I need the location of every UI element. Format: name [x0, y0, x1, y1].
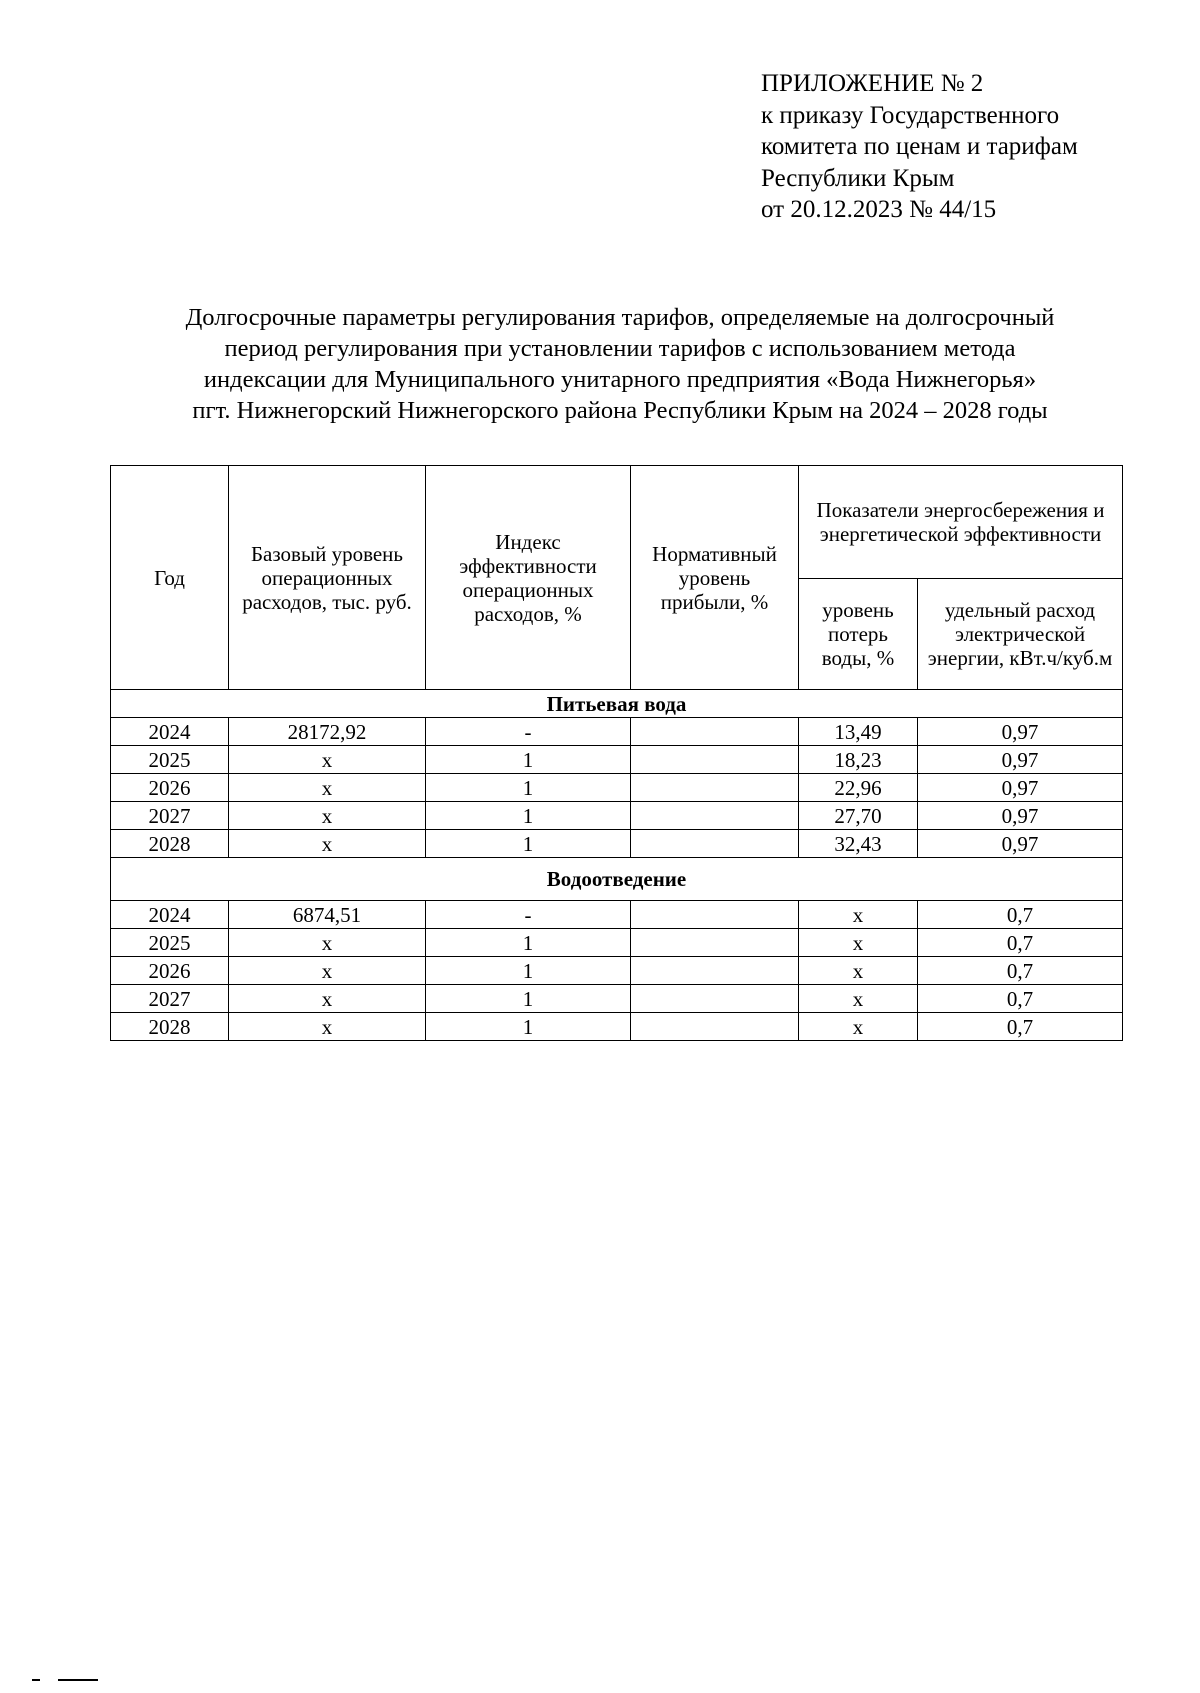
cell-index: 1 — [426, 802, 631, 830]
cell-power: 0,7 — [918, 929, 1123, 957]
cell-power: 0,97 — [918, 746, 1123, 774]
cell-base: х — [229, 957, 426, 985]
cell-profit — [631, 746, 799, 774]
cell-index: 1 — [426, 929, 631, 957]
cell-index: - — [426, 901, 631, 929]
cell-profit — [631, 718, 799, 746]
cell-profit — [631, 774, 799, 802]
table-row — [111, 830, 1123, 858]
section-title-drinking-water: Питьевая вода — [111, 690, 1123, 718]
cell-power: 0,7 — [918, 1013, 1123, 1041]
cell-power: 0,7 — [918, 901, 1123, 929]
appendix-order-line: к приказу Государственного — [761, 101, 1060, 129]
table-row — [111, 901, 1123, 929]
header-energy-group: Показатели энергосбережения и энергетической эффективности — [799, 466, 1123, 579]
cell-loss: х — [799, 929, 918, 957]
header-profit-level: Нормативный уровень прибыли, % — [631, 466, 799, 690]
cell-index: 1 — [426, 957, 631, 985]
appendix-republic-line: Республики Крым — [761, 164, 955, 192]
cell-loss: х — [799, 957, 918, 985]
cell-year: 2025 — [111, 929, 229, 957]
cell-index: 1 — [426, 746, 631, 774]
scan-artifact — [58, 1679, 98, 1681]
table-row — [111, 774, 1123, 802]
cell-year: 2025 — [111, 746, 229, 774]
cell-loss: 22,96 — [799, 774, 918, 802]
cell-profit — [631, 957, 799, 985]
cell-profit — [631, 929, 799, 957]
cell-loss: х — [799, 985, 918, 1013]
table-row — [111, 718, 1123, 746]
title-line: пгт. Нижнегорский Нижнегорского района Республики Крым на 2024 – 2028 годы — [192, 397, 1048, 424]
table-row — [111, 929, 1123, 957]
cell-base: х — [229, 929, 426, 957]
cell-loss: х — [799, 1013, 918, 1041]
section-title-wastewater: Водоотведение — [111, 858, 1123, 901]
document-title — [105, 302, 1135, 426]
cell-year: 2024 — [111, 901, 229, 929]
title-line: Долгосрочные параметры регулирования тарифов, определяемые на долгосрочный — [185, 304, 1055, 331]
table-row — [111, 957, 1123, 985]
table-row — [111, 802, 1123, 830]
cell-year: 2027 — [111, 802, 229, 830]
cell-index: 1 — [426, 830, 631, 858]
cell-power: 0,97 — [918, 774, 1123, 802]
title-line: индексации для Муниципального унитарного предприятия «Вода Нижнегорья» — [203, 366, 1037, 393]
header-efficiency-index: Индекс эффективности операционных расходов, % — [426, 466, 631, 690]
cell-year: 2028 — [111, 830, 229, 858]
table-row — [111, 746, 1123, 774]
cell-year: 2024 — [111, 718, 229, 746]
cell-profit — [631, 901, 799, 929]
cell-base: х — [229, 802, 426, 830]
cell-power: 0,7 — [918, 957, 1123, 985]
cell-base: х — [229, 746, 426, 774]
cell-index: - — [426, 718, 631, 746]
cell-index: 1 — [426, 1013, 631, 1041]
cell-power: 0,97 — [918, 830, 1123, 858]
cell-profit — [631, 802, 799, 830]
cell-base: 6874,51 — [229, 901, 426, 929]
header-water-loss: уровень потерь воды, % — [799, 579, 918, 690]
cell-year: 2028 — [111, 1013, 229, 1041]
cell-base: 28172,92 — [229, 718, 426, 746]
table-row — [111, 985, 1123, 1013]
cell-power: 0,97 — [918, 718, 1123, 746]
title-line: период регулирования при установлении тарифов с использованием метода — [224, 335, 1016, 362]
appendix-committee-line: комитета по ценам и тарифам — [761, 133, 1078, 160]
header-electricity: удельный расход электрической энергии, кВт.ч/куб.м — [918, 579, 1123, 690]
cell-base: х — [229, 985, 426, 1013]
cell-year: 2026 — [111, 774, 229, 802]
cell-loss: 13,49 — [799, 718, 918, 746]
appendix-header — [761, 68, 1078, 226]
cell-profit — [631, 830, 799, 858]
cell-loss: 18,23 — [799, 746, 918, 774]
cell-base: х — [229, 774, 426, 802]
cell-year: 2027 — [111, 985, 229, 1013]
appendix-date-number: от 20.12.2023 № 44/15 — [761, 196, 997, 223]
header-year: Год — [111, 466, 229, 690]
tariff-parameters-table — [110, 465, 1123, 1041]
cell-year: 2026 — [111, 957, 229, 985]
cell-base: х — [229, 830, 426, 858]
cell-power: 0,7 — [918, 985, 1123, 1013]
cell-profit — [631, 985, 799, 1013]
cell-index: 1 — [426, 774, 631, 802]
appendix-number: ПРИЛОЖЕНИЕ № 2 — [761, 70, 984, 97]
header-base-level: Базовый уровень операционных расходов, тыс. руб. — [229, 466, 426, 690]
cell-profit — [631, 1013, 799, 1041]
cell-loss: 27,70 — [799, 802, 918, 830]
table-row — [111, 1013, 1123, 1041]
cell-power: 0,97 — [918, 802, 1123, 830]
scan-artifact — [32, 1679, 40, 1681]
cell-base: х — [229, 1013, 426, 1041]
cell-index: 1 — [426, 985, 631, 1013]
cell-loss: 32,43 — [799, 830, 918, 858]
cell-loss: х — [799, 901, 918, 929]
